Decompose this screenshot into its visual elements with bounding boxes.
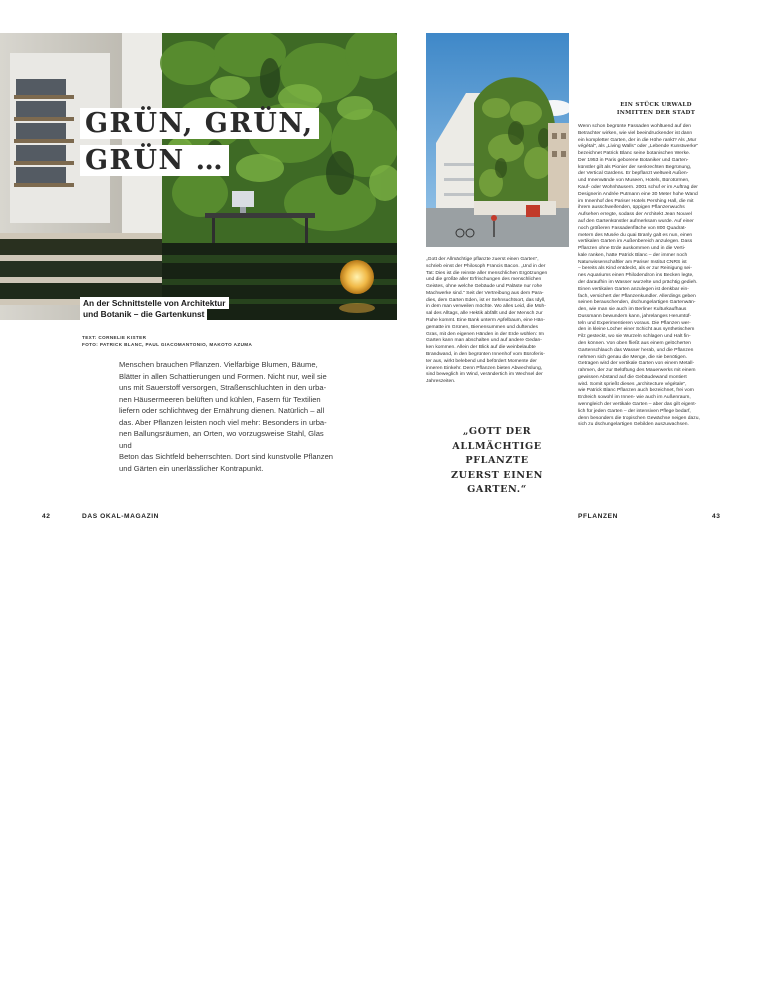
body-line: Geistes, ohne welche Gebäude und Paläste nur rohe [426, 284, 543, 290]
body-line: Betrachter wirken, wie viel beeindruckender ist dann [578, 130, 693, 136]
body-line: sind beweglich im Wind, verändertich im Wechsel der [426, 372, 543, 378]
body-line: Garten kann man abschalten und auf andere Gedan- [426, 338, 542, 344]
body-line: vertikalen Garten im Außenbereich anzulegen. Dass [578, 239, 693, 245]
pull-quote-line: „GOTT DER [462, 426, 532, 437]
body-line: Jahreszeiten. [426, 379, 456, 385]
body-line: metern des Musée du quai Branly galt es nun, einen [578, 232, 693, 238]
facade-garden-photo [426, 33, 569, 247]
body-line: Designerin Andrée Putmann eine 30 Meter hohe Wand [578, 191, 698, 197]
body-line: sal des Alltags, alle Hektik abfällt und der Mensch zur [426, 311, 543, 317]
body-line: und die größte aller Erfrischungen des menschlichen [426, 277, 542, 283]
body-line: nehmen sich genau die Menge, die sie benötigen. [578, 354, 687, 360]
body-line: ken kommen. Allein der Blick auf die weinbelaubte [426, 345, 536, 351]
body-line: im Innenhof des Pariser Hotels Pershing Hall, die mit [578, 198, 694, 204]
text-credit: TEXT: CORNELIE KISTER [82, 335, 147, 340]
body-line: sich zu dschungelartigen Gebilden auszuwachsen. [578, 422, 689, 428]
section-heading-line-1: EIN STÜCK URWALD [620, 102, 692, 108]
right-page-number: 43 [712, 513, 721, 520]
magazine-name: DAS OKAL-MAGAZIN [82, 513, 159, 520]
left-page-number: 42 [42, 513, 51, 520]
intro-line: Beton das Sichtfeld beherrschten. Dort sind kunstvolle Pflanzen [119, 452, 334, 462]
section-heading-line-2: INMITTEN DER STADT [616, 110, 696, 116]
section-heading [596, 101, 716, 117]
body-line: Naturwissenschaftler am Pariser Institut CNRS ist [578, 259, 687, 265]
body-line: wenngleich der vertikale Garten – aber das gilt eigent- [578, 402, 697, 408]
body-line: nes Aquariums einen Philodendron ins Becken legte, [578, 273, 694, 279]
intro-paragraph [119, 359, 335, 474]
intro-line: Blätter in allen Schattierungen und Formen. Nicht nur, weil sie [119, 371, 327, 381]
intro-line: nen Häusermeeren belüften und kühlen, Fasern für Textilien [119, 394, 321, 404]
intro-line: uns mit Sauerstoff versorgen, Straßenschluchten in den urba- [119, 383, 327, 393]
body-line: wird. Somit sprießt dieses „architecture végétale", [578, 381, 687, 387]
photo-caption-line-2: und Botanik – die Gartenkunst [80, 308, 207, 320]
body-line: Gartenschlauch das Wasser herab, und die Pflanzen [578, 347, 694, 353]
intro-line: nen Ballungsräumen, an Orten, wo vorzugsweise Stahl, Glas und [119, 429, 324, 450]
body-line: Erdreich sowohl im Innen- wie auch im Außenraum, [578, 395, 691, 401]
body-line: Getragen wird der vertikale Garten von einem Metall- [578, 361, 695, 367]
body-line: in dem man verweilen möchte. Wo alles Leid, die Müh- [426, 304, 546, 310]
body-line: Gras, mit den eigenen Händen in der Erde wühlen: Im [426, 331, 545, 337]
body-line: Der 1953 in Paris geborene Botaniker und Garten- [578, 157, 689, 163]
body-line: gewissen Abstand auf die Gebäudewand montiert [578, 374, 687, 380]
credits [82, 335, 252, 348]
pull-quote-line: PFLANZTE [465, 455, 529, 467]
body-line: Wenn schon begrünte Fassaden wohltuend auf den [578, 124, 692, 129]
body-line: schrieb einst der Philosoph Francis Bacon. „Und in der [426, 263, 546, 269]
body-line: Pflanzen ohne Erde auskommen und in die Verti- [578, 246, 686, 252]
section-name: PFLANZEN [578, 513, 618, 520]
intro-line: Menschen brauchen Pflanzen. Vielfarbige Blumen, Bäume, [119, 360, 318, 369]
headline-line-1: GRÜN, GRÜN, [80, 108, 319, 139]
pull-quote-line: ZUERST EINEN [451, 469, 543, 481]
body-line: denn besonders die tropischen Gewächse neigen dazu, [578, 415, 700, 421]
body-line: Filz gesteckt, wo sie Wurzeln schlagen und Halt fin- [578, 334, 691, 340]
body-line: wie Patrick Blanc Pflanzen auch bezeichnet, frei vom [578, 388, 694, 394]
body-line: der daraufhin im Wasser wurzelte und prächtig gedieh. [578, 279, 698, 285]
body-line: „Gott der Allmächtige pflanzte zuerst einen Garten", [426, 257, 539, 262]
body-line: – bereits als Kind entdeckt, als er zur Reinigung sei- [578, 266, 692, 272]
intro-line: das. Aber Pflanzen leisten noch viel mehr: Besonders in urba- [119, 417, 327, 427]
body-line: noch größeren Fassadenfläche von 800 Quadrat- [578, 225, 687, 231]
body-line: bezeichnet Patrick Blanc seine botanischen Werke. [578, 151, 691, 157]
body-line: dies, dem Garten Eden, ist er Sehnsuchtsort, das Idyll, [426, 297, 546, 303]
body-line: der Vertical Gardens. Er bepflanzt weltweit Außen- [578, 171, 689, 177]
body-line: den können. Von oben fließt aus einem gelöcherten [578, 341, 691, 346]
body-line: kale ranken, hatte Patrick Blanc – der immer noch [578, 252, 688, 258]
body-line: ein kompletter Garten, der in die Höhe rankt? Als „Mur [578, 137, 697, 143]
photo-caption-line-1: An der Schnittstelle von Architektur [80, 297, 229, 309]
body-line: Brandwand, in den begrünten Innenhof vom Büroferis- [426, 351, 545, 357]
intro-line: und Gärten ein unerlässlicher Kontrapunkt. [119, 463, 264, 473]
body-line: ter aus, wirkt belebend und befördert Momente der [426, 358, 537, 364]
body-line: Machwerke sind." Seit der Vertreibung aus dem Para- [426, 290, 544, 296]
body-line: seinen berauschenden, dschungelartigen Gartenwän- [578, 300, 696, 306]
body-line: künstler gilt als Pionier der senkrechten Begrünung, [578, 164, 692, 170]
body-line: Tat: Dies ist die reinste aller menschlichen Ergötzungen [426, 270, 548, 276]
body-line: ihrem ausschweifenden, üppigen Pflanzenwuchs [578, 205, 685, 211]
body-line: végétal", als „Living Walls" oder „Lebende Kunstwerke" [578, 144, 699, 150]
pull-quote-line: ALLMÄCHTIGE [452, 440, 542, 452]
main-body-column [426, 257, 569, 386]
headline-line-2: GRÜN … [80, 145, 229, 176]
body-line: fach, versichert der Pflanzenkundler. Allerdings geben [578, 293, 696, 299]
pull-quote [436, 425, 558, 498]
body-line: Kauf- oder Wohnhäusern. 2001 schuf er im Auftrag der [578, 185, 698, 191]
body-line: teln und Experimentieren voraus. Die Pflanzen wer- [578, 320, 691, 326]
article-headline [80, 105, 320, 179]
body-line: auf den Gartenkünstler aufmerksam wurde. Auf einer [578, 218, 694, 224]
intro-line: liefern oder schlichtweg der Ernährung dienen. Natürlich – all [119, 406, 325, 416]
body-line: Ruhe kommt. Eine Bank unterm Apfelbaum, eine Hän- [426, 318, 545, 324]
body-line: lich für jeden Garten – der intensiven Pflege bedarf, [578, 408, 691, 414]
body-line: den in kleine Löcher einer Schicht aus synthetischem [578, 327, 695, 333]
photo-credit: FOTO: PATRICK BLANC, PAUL GIACOMANTONIO, MAKOTO AZUMA [82, 341, 253, 347]
body-line: Einen vertikalen Garten anzulegen ist denkbar ein- [578, 286, 689, 292]
body-line: den, wie man sie auch im Berliner Kulturkaufhaus [578, 307, 687, 313]
pull-quote-line: GARTEN.“ [467, 484, 527, 496]
photo-caption [80, 298, 240, 320]
body-line: Aufsehen erregte, sodass der Architekt Jean Nouvel [578, 212, 692, 218]
body-line: Dussmann bewundern kann, jahrelanges Herumtüf- [578, 313, 692, 319]
body-line: und Innenwände von Museen, Hotels, Bürotürmen, [578, 178, 690, 184]
body-line: gematte im Grünen, Bienensummen und duftendes [426, 324, 538, 330]
body-line: inneren Einkehr. Denn Pflanzen bieten Abwechslung, [426, 365, 543, 371]
right-body-column [578, 124, 723, 429]
body-line: rahmen, der zur Belüftung des Mauerwerks mit einem [578, 368, 696, 374]
